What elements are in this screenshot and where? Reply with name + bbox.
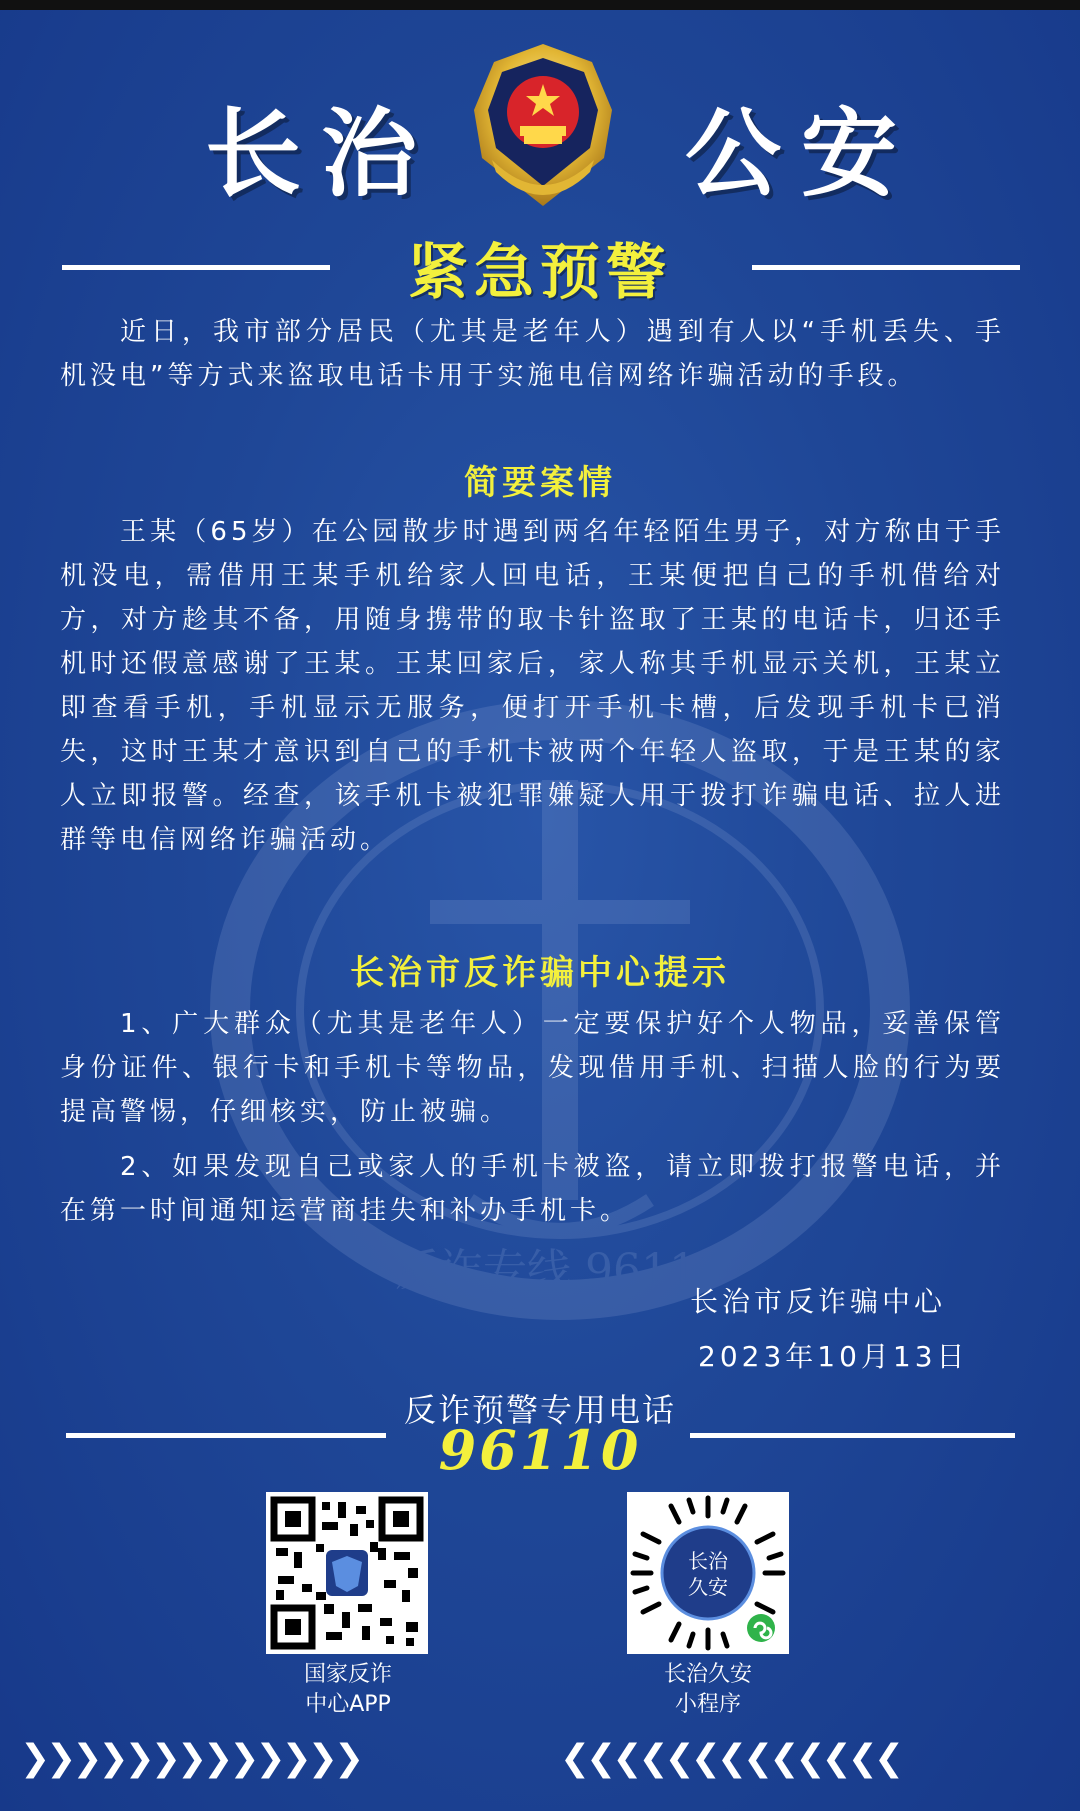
hotline-label: 反诈预警专用电话 xyxy=(403,1391,676,1429)
qr-caption-mini-program xyxy=(608,1660,808,1720)
qr2-caption-line2: 小程序 xyxy=(674,1692,741,1717)
mini-program-badge-top: 长治 xyxy=(688,1549,728,1573)
qr-code-mini-program[interactable] xyxy=(627,1492,789,1654)
watermark-text: 反诈专线 96110 xyxy=(395,1245,725,1296)
tips-title: 长治市反诈骗中心提示 xyxy=(350,953,730,993)
case-paragraph: 王某（65岁）在公园散步时遇到两名年轻陌生男子，对方称由于手机没电，需借用王某手机给家人回电话，王某便把自己的手机借给对方，对方趁其不备，用随身携带的取卡针盗取了王某的电话卡，归还手机时还假意感谢了王某。王某回家后，家人称其手机显示关机，王某立即查看手机，手机显示无服务，便打开手机卡槽，后发现手机卡已消失，这时王某才意识到自己的手机卡被两个年轻人盗取，于是王某的家人立即报警。经查，该手机卡被犯罪嫌疑人用于拨打诈骗电话、拉人进群等电信网络诈骗活动。 xyxy=(60,517,1005,855)
mini-program-badge-bottom: 久安 xyxy=(688,1575,728,1599)
qr-code-icon xyxy=(266,1492,428,1654)
qr-caption-anti-fraud-app xyxy=(248,1660,448,1720)
qr-code-anti-fraud-app[interactable] xyxy=(266,1492,428,1654)
header-city: 长治 xyxy=(205,98,437,210)
mini-program-code-icon xyxy=(627,1492,789,1654)
qr1-caption-line2: 中心APP xyxy=(305,1692,391,1717)
qr1-caption-line1: 国家反诈 xyxy=(303,1662,392,1687)
case-title: 简要案情 xyxy=(464,463,616,503)
chevron-left-decor-icon: ❮❮❮❮❮❮❮❮❮❮❮❮❮ xyxy=(560,1738,901,1779)
header-police: 公安 xyxy=(685,98,917,210)
alert-title: 紧急预警 xyxy=(408,238,672,308)
top-bar xyxy=(0,0,1080,10)
qr2-caption-line1: 长治久安 xyxy=(663,1662,752,1687)
intro-paragraph: 近日，我市部分居民（尤其是老年人）遇到有人以“手机丢失、手机没电”等方式来盗取电话卡用于实施电信网络诈骗活动的手段。 xyxy=(60,317,1005,391)
signature-org: 长治市反诈骗中心 xyxy=(690,1285,947,1318)
tip-2: 2、如果发现自己或家人的手机卡被盗，请立即拨打报警电话，并在第一时间通知运营商挂失和补办手机卡。 xyxy=(60,1152,1005,1226)
chevron-right-decor-icon: ❯❯❯❯❯❯❯❯❯❯❯❯❯ xyxy=(20,1738,361,1779)
signature-date: 2023年10月13日 xyxy=(698,1340,969,1373)
hotline-number: 96110 xyxy=(438,1418,642,1482)
police-emblem-icon xyxy=(462,40,624,210)
tip-1: 1、广大群众（尤其是老年人）一定要保护好个人物品，妥善保管身份证件、银行卡和手机卡等物品，发现借用手机、扫描人脸的行为要提高警惕，仔细核实，防止被骗。 xyxy=(60,1009,1005,1127)
